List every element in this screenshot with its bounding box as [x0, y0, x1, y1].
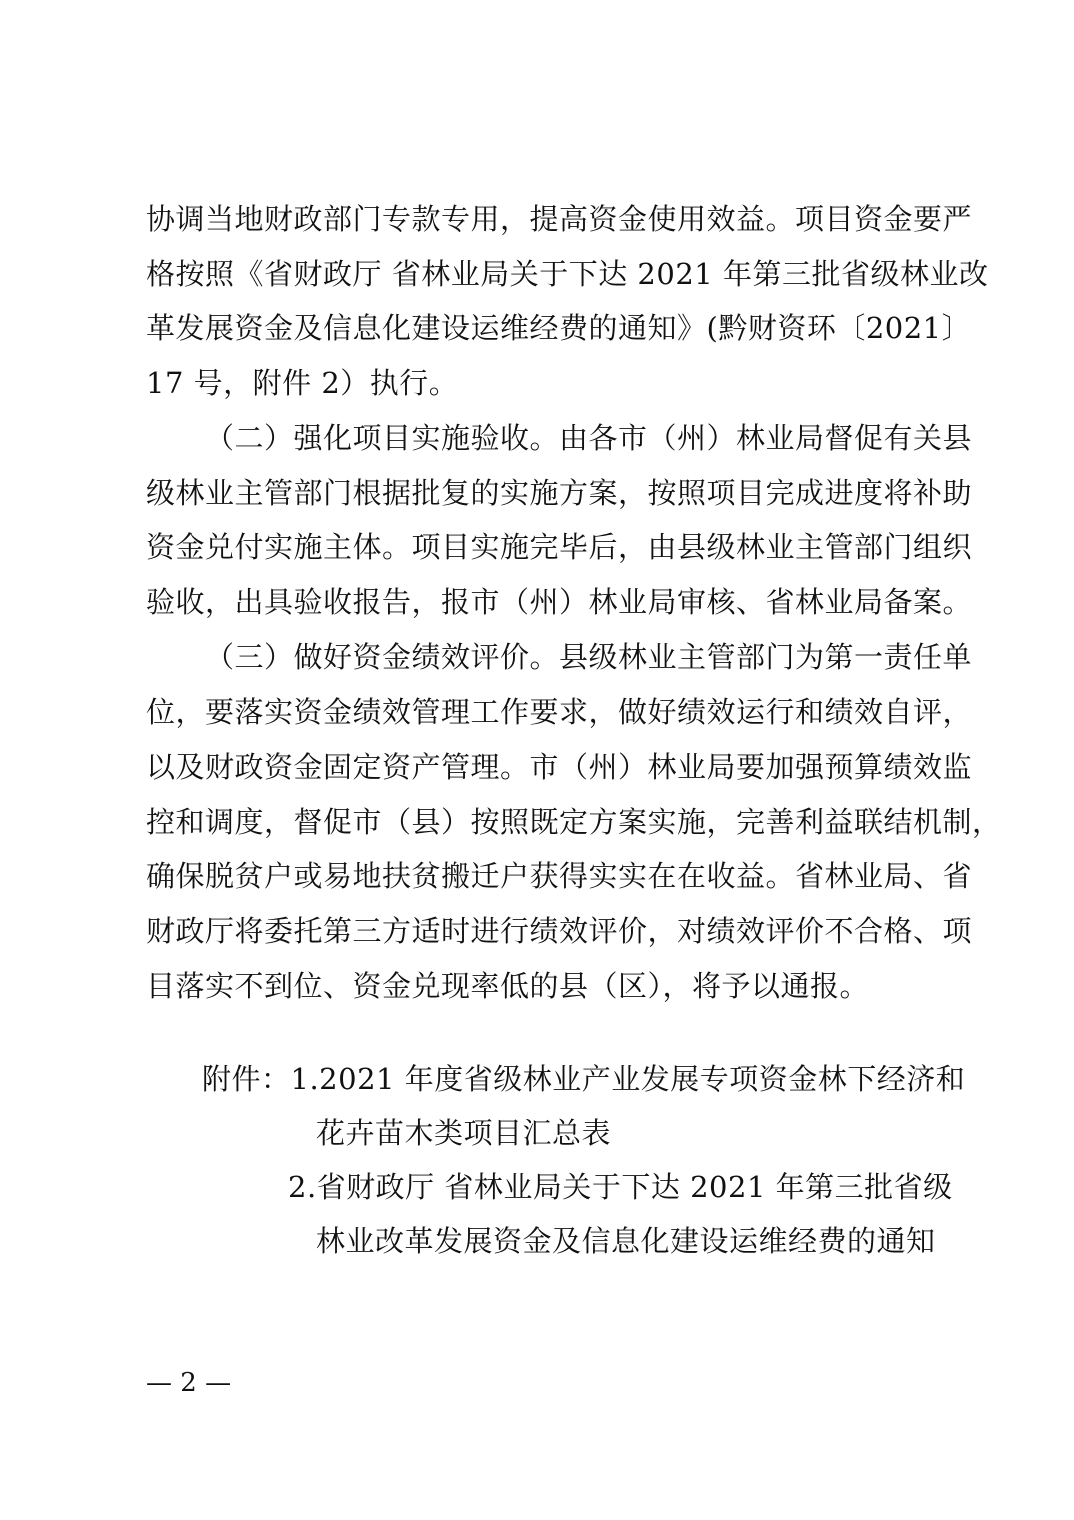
body-line: 目落实不到位、资金兑现率低的县（区），将予以通报。: [146, 969, 870, 1003]
body-line: 革发展资金及信息化建设运维经费的通知》(黔财资环〔2021〕: [146, 311, 972, 345]
attachment-line: 2.省财政厅 省林业局关于下达 2021 年第三批省级: [288, 1170, 953, 1204]
attachment-line: 花卉苗木类项目汇总表: [316, 1116, 612, 1150]
attachment-line: 附件：1.2021 年度省级林业产业发展专项资金林下经济和: [202, 1062, 966, 1096]
body-line: 位，要落实资金绩效管理工作要求，做好绩效运行和绩效自评，: [146, 695, 973, 729]
body-line: （三）做好资金绩效评价。县级林业主管部门为第一责任单: [205, 640, 973, 674]
body-line: 控和调度，督促市（县）按照既定方案实施，完善利益联结机制，: [146, 805, 1002, 839]
body-line: 级林业主管部门根据批复的实施方案，按照项目完成进度将补助: [146, 476, 973, 510]
body-line: 确保脱贫户或易地扶贫搬迁户获得实实在在收益。省林业局、省: [146, 859, 973, 893]
body-line: 资金兑付实施主体。项目实施完毕后，由县级林业主管部门组织: [146, 530, 973, 564]
body-line: 17 号，附件 2）执行。: [146, 366, 459, 400]
attachment-line: 林业改革发展资金及信息化建设运维经费的通知: [316, 1224, 936, 1258]
body-line: （二）强化项目实施验收。由各市（州）林业局督促有关县: [205, 421, 973, 455]
body-line: 验收，出具验收报告，报市（州）林业局审核、省林业局备案。: [146, 585, 973, 619]
page-number: — 2 —: [146, 1368, 232, 1398]
body-line: 协调当地财政部门专款专用，提高资金使用效益。项目资金要严: [146, 202, 973, 236]
body-line: 格按照《省财政厅 省林业局关于下达 2021 年第三批省级林业改: [146, 257, 989, 291]
body-line: 以及财政资金固定资产管理。市（州）林业局要加强预算绩效监: [146, 750, 973, 784]
body-line: 财政厅将委托第三方适时进行绩效评价，对绩效评价不合格、项: [146, 914, 973, 948]
